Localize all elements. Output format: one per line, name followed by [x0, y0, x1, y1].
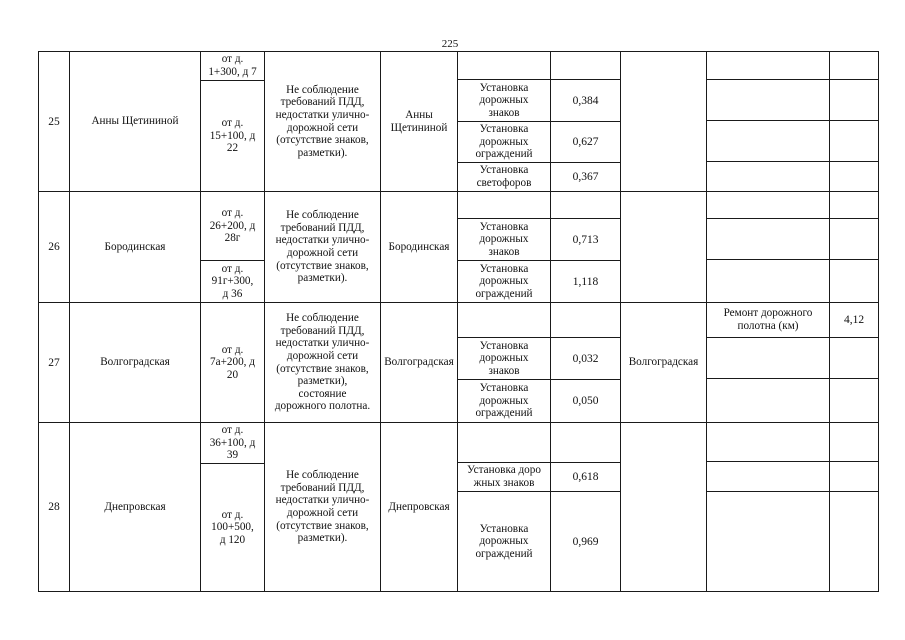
location-name: Анны Щетининой	[390, 108, 448, 134]
measure-value: 0,367	[572, 171, 599, 183]
table-line	[706, 120, 879, 121]
measure-name: Установка дорожных ограждений	[475, 382, 533, 420]
measure-value: 1,118	[572, 275, 599, 288]
measure-name: Установка дорожных ограждений	[475, 262, 533, 300]
measure-value: 0,032	[572, 352, 599, 365]
problem-description: Не соблюдение требований ПДД, недостатки улично- дорожной сети (отсутствие знаков, разметки).	[275, 83, 370, 159]
location-name: Днепровская	[388, 500, 450, 513]
section-range: от д. 91г+300, д 36	[211, 262, 254, 300]
row-number: 25	[48, 115, 60, 128]
row-number: 26	[48, 241, 60, 253]
section-range: от д. 1+300, д 7	[208, 53, 257, 78]
table-line	[38, 591, 879, 592]
measure-value: 0,627	[572, 136, 599, 148]
table-line	[706, 218, 879, 219]
table-line	[706, 378, 879, 379]
table-line	[706, 161, 879, 162]
section-range: от д. 7а+200, д 20	[210, 343, 255, 381]
section-range: от д. 36+100, д 39	[209, 424, 256, 462]
street-name: Днепровская	[104, 500, 166, 513]
row-number: 27	[48, 356, 60, 369]
row-number: 28	[48, 501, 60, 513]
table-line	[706, 337, 879, 338]
measure-name: Установка доро жных знаков	[467, 464, 541, 489]
road-work-name: Ремонт дорожного полотна (км)	[723, 307, 813, 332]
measure-name: Установка дорожных знаков	[479, 339, 529, 377]
location-name: Бородинская	[388, 240, 450, 253]
section-range: от д. 26+200, д 28г	[209, 207, 256, 245]
problem-description: Не соблюдение требований ПДД, недостатки улично- дорожной сети (отсутствие знаков, разметки).	[275, 469, 370, 545]
measure-name: Установка светофоров	[476, 164, 532, 189]
table-line	[706, 491, 879, 492]
table-line	[706, 461, 879, 462]
measure-name: Установка дорожных ограждений	[475, 123, 533, 161]
measure-value: 0,618	[572, 471, 599, 483]
measure-name: Установка дорожных ограждений	[475, 522, 533, 560]
street-name: Волгоградская	[100, 356, 170, 369]
problem-description: Не соблюдение требований ПДД, недостатки улично- дорожной сети (отсутствие знаков, разметки).	[275, 209, 370, 285]
table-line	[706, 79, 879, 80]
measure-name: Установка дорожных знаков	[479, 81, 529, 119]
page-number: 225	[441, 38, 459, 50]
problem-description: Не соблюдение требований ПДД, недостатки улично- дорожной сети (отсутствие знаков, разметки), состояние дорожного полотна.	[274, 312, 371, 413]
table-line	[706, 259, 879, 260]
section-range: от д. 15+100, д 22	[209, 117, 256, 155]
measure-value: 0,969	[572, 535, 599, 548]
location-name: Волгоградская	[384, 356, 454, 369]
street-name: Бородинская	[104, 240, 166, 253]
measure-value: 0,050	[572, 395, 599, 407]
table-line	[878, 51, 879, 592]
street-name: Анны Щетининой	[91, 115, 179, 128]
section-range: от д. 100+500, д 120	[211, 508, 254, 546]
measure-name: Установка дорожных знаков	[479, 220, 529, 258]
measure-value: 0,713	[572, 233, 599, 246]
road-work-value: 4,12	[843, 314, 865, 326]
measure-value: 0,384	[572, 94, 599, 107]
road-location-name: Волгоградская	[628, 356, 699, 369]
